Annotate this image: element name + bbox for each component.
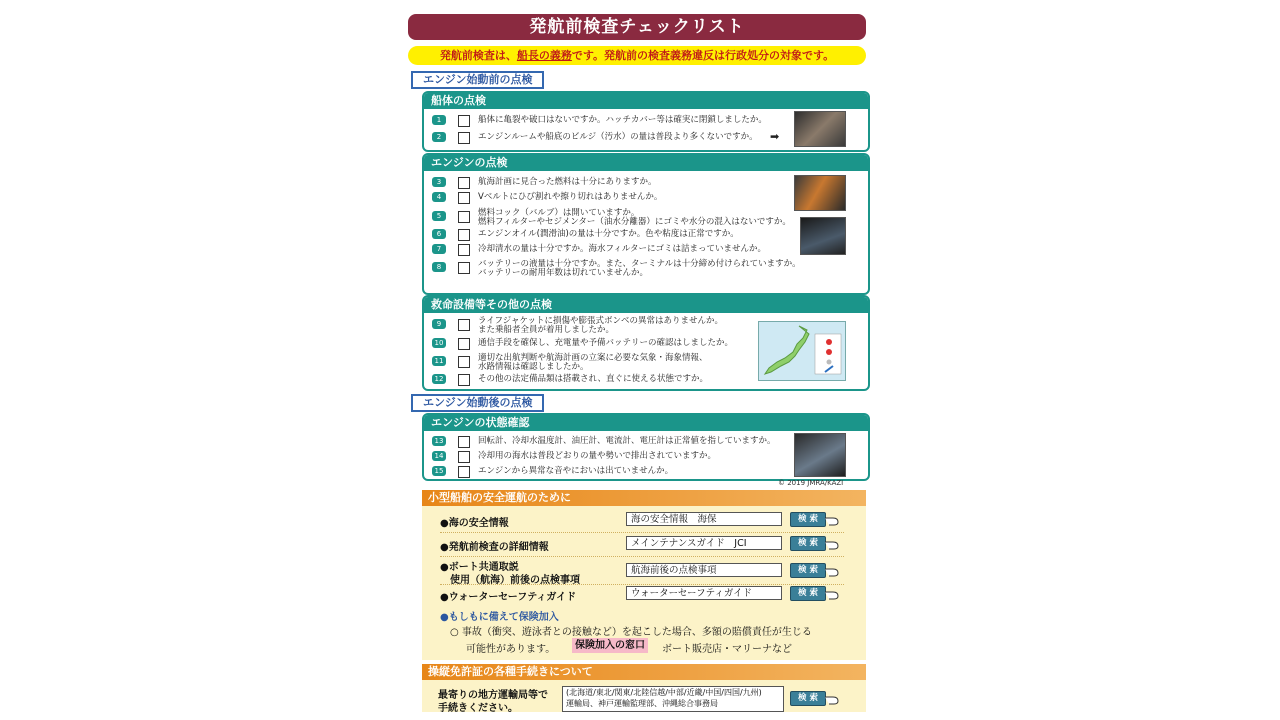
license-query-line1: (北海道/東北/関東/北陸信越/中部/近畿/中国/四国/九州) xyxy=(566,688,762,697)
search-row-sublabel: 使用（航海）前後の点検事項 xyxy=(450,575,580,586)
insurance-window-text: ボート販売店・マリーナなど xyxy=(662,644,792,655)
search-button[interactable]: 検 索 xyxy=(790,512,826,527)
search-query-box[interactable]: メインテナンスガイド JCI xyxy=(626,536,782,550)
item-number: 9 xyxy=(432,319,446,329)
safe-navigation-header: 小型船舶の安全運航のために xyxy=(422,490,866,506)
search-query-box[interactable]: 海の安全情報 海保 xyxy=(626,512,782,526)
pointing-hand-icon xyxy=(825,540,839,550)
notice-part3: です。発航前の検査義務違反は行政処分の対象です。 xyxy=(571,49,835,62)
item-text: また乗船者全員が着用しましたか。 xyxy=(478,325,615,335)
divider xyxy=(440,532,844,533)
item-number: 2 xyxy=(432,132,446,142)
insurance-line1: ○ 事故（衝突、遊泳者との接触など）を起こした場合、多額の賠償責任が生じる xyxy=(450,627,812,638)
phase-before-engine-start: エンジン始動前の点検 xyxy=(411,71,544,89)
search-button[interactable]: 検 索 xyxy=(790,536,826,551)
item-number: 3 xyxy=(432,177,446,187)
item-text: バッテリーの液量は十分ですか。また、ターミナルは十分締め付けられていますか。 xyxy=(478,259,801,269)
pointing-hand-icon xyxy=(825,567,839,577)
item-text: 適切な出航判断や航海計画の立案に必要な気象・海象情報、 xyxy=(478,353,708,363)
divider xyxy=(440,556,844,557)
item-text: エンジンオイル(潤滑油)の量は十分ですか。色や粘度は正常ですか。 xyxy=(478,229,739,239)
checkbox[interactable] xyxy=(458,374,470,386)
search-row-label: ●発航前検査の詳細情報 xyxy=(440,542,549,553)
item-number: 11 xyxy=(432,356,446,366)
item-number: 6 xyxy=(432,229,446,239)
item-text: 船体に亀裂や破口はないですか。ハッチカバー等は確実に閉鎖しましたか。 xyxy=(478,115,767,125)
pointing-hand-icon xyxy=(825,695,839,705)
license-query-line2: 運輸局、神戸運輸監理部、沖縄総合事務局 xyxy=(566,699,718,708)
license-label-line1: 最寄りの地方運輸局等で xyxy=(438,690,548,701)
item-text: エンジンから異常な音やにおいは出ていませんか。 xyxy=(478,466,674,476)
item-number: 8 xyxy=(432,262,446,272)
item-number: 12 xyxy=(432,374,446,384)
insurance-title: ●もしもに備えて保険加入 xyxy=(440,612,559,623)
checkbox[interactable] xyxy=(458,211,470,223)
item-number: 13 xyxy=(432,436,446,446)
item-text: 通信手段を確保し、充電量や予備バッテリーの確認はしましたか。 xyxy=(478,338,734,348)
item-number: 10 xyxy=(432,338,446,348)
bilge-photo xyxy=(794,111,846,147)
search-row-label: ●海の安全情報 xyxy=(440,518,509,529)
checkbox[interactable] xyxy=(458,436,470,448)
phase-after-engine-start: エンジン始動後の点検 xyxy=(411,394,544,412)
pointing-hand-icon xyxy=(825,590,839,600)
search-button[interactable]: 検 索 xyxy=(790,586,826,601)
divider xyxy=(440,584,844,585)
insurance-line2: 可能性があります。 xyxy=(466,644,556,655)
pointing-hand-icon xyxy=(825,516,839,526)
search-row xyxy=(440,558,840,584)
exhaust-photo xyxy=(794,433,846,477)
item-number: 15 xyxy=(432,466,446,476)
notice-captain-duty: 船長の義務 xyxy=(516,49,572,62)
checkbox[interactable] xyxy=(458,177,470,189)
search-query-box[interactable]: 航海前後の点検事項 xyxy=(626,563,782,577)
checkbox[interactable] xyxy=(458,466,470,478)
checkbox[interactable] xyxy=(458,192,470,204)
item-text: Vベルトにひび割れや擦り切れはありませんか。 xyxy=(478,192,663,202)
section-safety-header: 救命設備等その他の点検 xyxy=(424,297,868,313)
item-text: 燃料フィルターやセジメンター（油水分離器）にゴミや水分の混入はないですか。 xyxy=(478,217,791,227)
item-text: その他の法定備品類は搭載され、直ぐに使える状態ですか。 xyxy=(478,374,709,384)
checkbox[interactable] xyxy=(458,262,470,274)
item-text: ライフジャケットに損傷や膨張式ボンベの異常はありませんか。 xyxy=(478,316,724,326)
item-number: 1 xyxy=(432,115,446,125)
engine-photo xyxy=(800,217,846,255)
section-safe-navigation xyxy=(422,490,866,660)
search-query-box[interactable]: ウォーターセーフティガイド xyxy=(626,586,782,600)
search-row xyxy=(440,536,840,552)
checkbox[interactable] xyxy=(458,229,470,241)
section-engine-status xyxy=(422,413,870,481)
item-number: 7 xyxy=(432,244,446,254)
license-label-line2: 手続きください。 xyxy=(438,703,518,714)
search-row-label: ●ウォーターセーフティガイド xyxy=(440,592,577,603)
section-engine-header: エンジンの点検 xyxy=(424,155,868,171)
insurance-window-badge: 保険加入の窓口 xyxy=(572,638,648,653)
license-search-button[interactable]: 検 索 xyxy=(790,691,826,706)
item-number: 5 xyxy=(432,211,446,221)
search-row xyxy=(440,586,840,602)
search-button[interactable]: 検 索 xyxy=(790,563,826,578)
license-header: 操縦免許証の各種手続きについて xyxy=(422,664,866,680)
duty-notice xyxy=(408,46,866,65)
checkbox[interactable] xyxy=(458,338,470,350)
copyright: © 2019 JMRA/KAZI xyxy=(778,479,844,487)
fuel-photo xyxy=(794,175,846,211)
item-text: 燃料コック（バルブ）は開いていますか。 xyxy=(478,208,640,218)
search-row xyxy=(440,512,840,528)
item-text: 回転計、冷却水温度計、油圧計、電流計、電圧計は正常値を指していますか。 xyxy=(478,436,776,446)
page-title: 発航前検査チェックリスト xyxy=(408,14,866,40)
license-query-box[interactable] xyxy=(562,686,784,712)
item-text: 冷却用の海水は普段どおりの量や勢いで排出されていますか。 xyxy=(478,451,717,461)
checkbox[interactable] xyxy=(458,132,470,144)
notice-part1: 発航前検査は、 xyxy=(439,49,517,62)
item-text: 冷却清水の量は十分ですか。海水フィルターにゴミは詰まっていませんか。 xyxy=(478,244,766,254)
weather-map-image xyxy=(758,321,846,381)
checklist-page xyxy=(406,12,868,712)
section-hull-header: 船体の点検 xyxy=(424,93,868,109)
checkbox[interactable] xyxy=(458,319,470,331)
checkbox[interactable] xyxy=(458,115,470,127)
arrow-right-icon: ➡ xyxy=(770,130,780,143)
section-safety xyxy=(422,295,870,391)
item-text: バッテリーの耐用年数は切れていませんか。 xyxy=(478,268,649,278)
checkbox[interactable] xyxy=(458,451,470,463)
search-row-label: ●ボート共通取説 xyxy=(440,562,519,573)
section-license xyxy=(422,664,866,712)
section-engine xyxy=(422,153,870,295)
checkbox[interactable] xyxy=(458,356,470,368)
item-number: 14 xyxy=(432,451,446,461)
item-text: 水路情報は確認しましたか。 xyxy=(478,362,589,372)
checkbox[interactable] xyxy=(458,244,470,256)
section-engine-status-header: エンジンの状態確認 xyxy=(424,415,868,431)
section-hull xyxy=(422,91,870,152)
item-text: エンジンルームや船底のビルジ（汚水）の量は普段より多くないですか。 xyxy=(478,132,758,142)
item-text: 航海計画に見合った燃料は十分にありますか。 xyxy=(478,177,657,187)
item-number: 4 xyxy=(432,192,446,202)
